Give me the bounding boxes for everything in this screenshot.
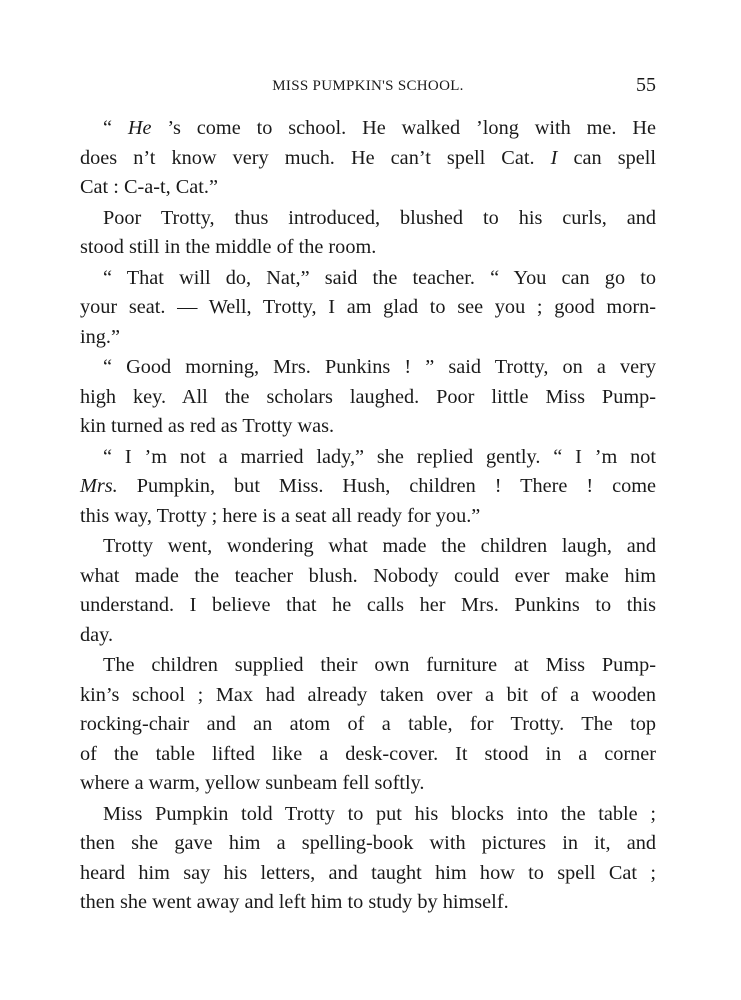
text-line: where a warm, yellow sunbeam fell softly. xyxy=(80,772,425,794)
text-line: of the table lifted like a desk-cover. It stood in a corner xyxy=(80,742,656,765)
text-line: then she gave him a spelling-book with pictures in it, and xyxy=(80,832,656,854)
text-line: The children supplied their own furniture at Miss Pump- xyxy=(103,654,656,676)
text-line: Trotty went, wondering what made the children laugh, and xyxy=(103,535,656,557)
paragraph xyxy=(80,532,656,650)
paragraph xyxy=(80,204,656,263)
text-line: kin’s school ; Max had already taken over a bit of a wooden xyxy=(80,683,656,706)
text-line: your seat. — Well, Trotty, I am glad to see you ; good morn- xyxy=(80,296,656,318)
text-line: “ He ’s come to school. He walked ’long with me. He xyxy=(103,117,656,139)
text-line: Cat : C-a-t, Cat.” xyxy=(80,176,218,198)
page-body xyxy=(80,114,656,919)
text-line: “ Good morning, Mrs. Punkins ! ” said Trotty, on a very xyxy=(103,356,656,378)
text-line: kin turned as red as Trotty was. xyxy=(80,415,335,437)
paragraph xyxy=(80,800,656,918)
text-line: ing.” xyxy=(80,325,120,348)
text-line: what made the teacher blush. Nobody could ever make him xyxy=(80,564,656,587)
text-line: Poor Trotty, thus introduced, blushed to his curls, and xyxy=(103,206,656,229)
text-line: heard him say his letters, and taught him how to spell Cat ; xyxy=(80,861,656,884)
text-line: then she went away and left him to study by himself. xyxy=(80,891,509,913)
paragraph xyxy=(80,353,656,442)
text-line: does n’t know very much. He can’t spell Cat. I can spell xyxy=(80,146,656,169)
text-line: “ I ’m not a married lady,” she replied gently. “ I ’m not xyxy=(103,445,656,468)
paragraph xyxy=(80,443,656,532)
running-title: MISS PUMPKIN'S SCHOOL. xyxy=(272,78,464,94)
text-line: “ That will do, Nat,” said the teacher. “ You can go to xyxy=(103,266,656,289)
text-line: Mrs. Pumpkin, but Miss. Hush, children ! There ! come xyxy=(80,475,656,497)
page-header xyxy=(80,74,656,100)
text-line: stood still in the middle of the room. xyxy=(80,236,377,258)
text-line: Miss Pumpkin told Trotty to put his blocks into the table ; xyxy=(103,802,656,825)
text-line: rocking-chair and an atom of a table, for Trotty. The top xyxy=(80,713,656,735)
text-line: understand. I believe that he calls her Mrs. Punkins to this xyxy=(80,594,656,616)
page-number: 55 xyxy=(636,74,656,96)
paragraph xyxy=(80,114,656,203)
paragraph xyxy=(80,651,656,799)
text-line: high key. All the scholars laughed. Poor little Miss Pump- xyxy=(80,385,656,408)
text-line: this way, Trotty ; here is a seat all ready for you.” xyxy=(80,504,481,527)
text-line: day. xyxy=(80,623,114,646)
paragraph xyxy=(80,264,656,353)
